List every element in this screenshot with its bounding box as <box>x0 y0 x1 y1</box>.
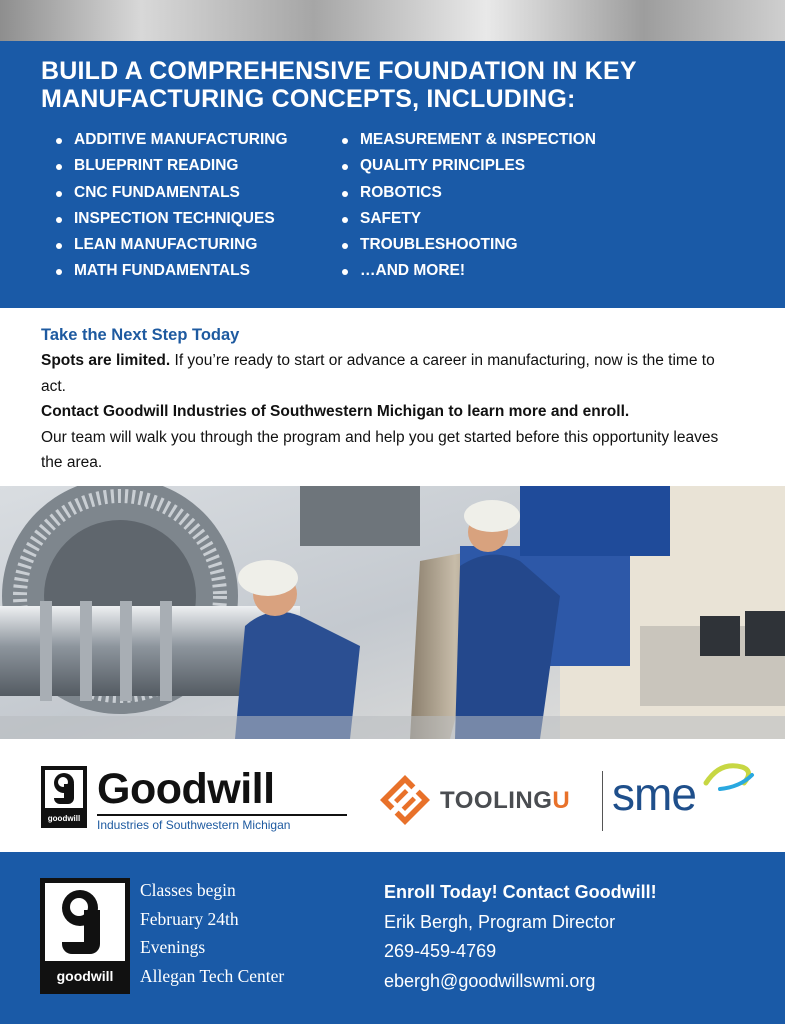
logo-divider <box>602 771 603 831</box>
list-item: MATH FUNDAMENTALS <box>54 258 288 284</box>
list-item: QUALITY PRINCIPLES <box>340 153 596 179</box>
enroll-footer <box>0 852 785 1024</box>
contact-name: Erik Bergh, Program Director <box>384 911 616 932</box>
manufacturing-photo <box>0 486 785 739</box>
next-step-paragraph-2 <box>41 399 741 425</box>
goodwill-footer-text: goodwill <box>56 968 114 984</box>
headline-line-2: MANUFACTURING CONCEPTS, INCLUDING: <box>41 85 576 113</box>
list-item: ADDITIVE MANUFACTURING <box>54 127 288 153</box>
concepts-panel <box>0 41 785 308</box>
concepts-list-left <box>54 127 288 285</box>
enroll-heading: Enroll Today! Contact Goodwill! <box>384 882 657 902</box>
list-item: MEASUREMENT & INSPECTION <box>340 127 596 153</box>
contact-block <box>384 878 657 996</box>
headline-line-1: BUILD A COMPREHENSIVE FOUNDATION IN KEY <box>41 57 637 85</box>
next-step-paragraph-1 <box>41 348 741 399</box>
goodwill-subtitle: Industries of Southwestern Michigan <box>97 818 291 832</box>
schedule-line: Evenings <box>140 937 206 957</box>
list-item: TROUBLESHOOTING <box>340 232 596 258</box>
concepts-list-right <box>340 127 596 285</box>
tooling-text: TOOLING <box>440 787 553 814</box>
next-step-title: Take the Next Step Today <box>41 326 240 344</box>
top-metallic-bar <box>0 0 785 41</box>
goodwill-rule <box>97 814 347 816</box>
list-item: CNC FUNDAMENTALS <box>54 180 288 206</box>
schedule-line: February 24th <box>140 908 239 929</box>
spots-limited-text: Spots are limited. <box>41 352 171 369</box>
toolingu-text <box>440 787 570 815</box>
tooling-u-letter: U <box>552 787 571 814</box>
headline <box>41 57 761 113</box>
next-step-paragraph-3: Our team will walk you through the program and help you get started before this opportunity leaves the area. <box>41 428 719 471</box>
toolingu-logo <box>378 773 608 829</box>
class-schedule <box>140 876 284 990</box>
list-item: LEAN MANUFACTURING <box>54 232 288 258</box>
turbine-workers-illustration <box>0 486 785 739</box>
logos-strip <box>0 739 785 852</box>
goodwill-mark-icon <box>41 766 87 828</box>
list-item: SAFETY <box>340 206 596 232</box>
list-item: BLUEPRINT READING <box>54 153 288 179</box>
career-text: If you’re ready to start or advance a career in manufacturing, now is the time to act. <box>41 352 715 395</box>
contact-phone[interactable]: 269-459-4769 <box>384 941 497 961</box>
list-item: INSPECTION TECHNIQUES <box>54 206 288 232</box>
toolingu-diamond-icon <box>378 773 432 827</box>
contact-email[interactable]: ebergh@goodwillswmi.org <box>384 970 596 991</box>
contact-goodwill-text: Contact Goodwill Industries of Southwestern Michigan to learn more and enroll. <box>41 403 630 420</box>
next-step-section <box>41 322 741 476</box>
goodwill-logo <box>41 766 351 838</box>
sme-swoosh-icon <box>700 759 760 795</box>
goodwill-wordmark: Goodwill <box>97 765 275 813</box>
list-item: …AND MORE! <box>340 258 596 284</box>
sme-logo <box>612 761 762 831</box>
sme-wordmark: sme <box>612 768 696 820</box>
schedule-line: Classes begin <box>140 880 236 900</box>
schedule-line: Allegan Tech Center <box>140 965 285 986</box>
list-item: ROBOTICS <box>340 180 596 206</box>
goodwill-footer-logo <box>40 878 130 994</box>
goodwill-mark-text: goodwill <box>47 814 81 823</box>
